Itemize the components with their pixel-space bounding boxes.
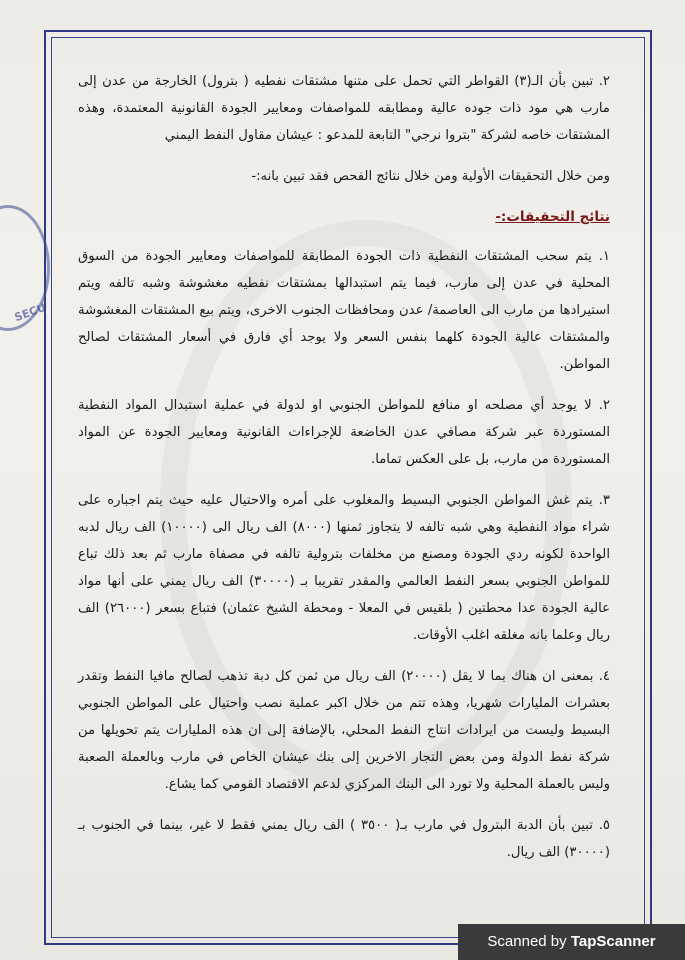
scanner-prefix: Scanned by bbox=[487, 933, 571, 950]
paragraph-2: ٢. تبين بأن الـ(٣) القواطر التي تحمل على متنها مشتقات نفطيه ( بترول) الخارجة من عدن إلى مارب هي مود ذات جوده عالية ومطابقه للمواصفات ومعايير الجودة القانونية المعتمدة، وهذه المشتقات خاصه لشركة "بتروا نرجي" التابعة للمدعو : عيشان مقاول النفط اليمني bbox=[78, 74, 611, 143]
finding-1: ١. يتم سحب المشتقات النفطية ذات الجودة المطابقة للمواصفات ومعايير الجودة من السوق المحلية في عدن إلى مارب، فيما يتم استبدالها بمشتقات نفطيه مغشوشة وشبه تالفه ويتم استيرادها من مارب الى العاصمة/ عدن ومحافظات الجنوب الاخرى، ويتم بيع المشتقات المغشوشة والمشتقات عالية الجودة كلهما بنفس السعر ولا يوجد أي فارق في أسعار المشتقات لصالح المواطن. bbox=[78, 249, 610, 372]
finding-4: ٤. بمعنى ان هناك بما لا يقل (٢٠٠٠٠) الف ريال من ثمن كل دبة تذهب لصالح مافيا النفط وتقدر بعشرات المليارات شهريا، وهذه تتم من خلال اكبر عملية نصب واحتيال على المواطن الجنوبي البسيط وليست من ايرادات انتاج النفط المحلي، بالإضافة إلى ان هذه المليارات يتم تحويلها من شركة نفط الدولة ومن بعض التجار الاخرين إلى بنك عيشان الخاص في مارب وبالعملة الصعبة وليس بالعملة المحلية ولا تورد الى البنك المركزي لدعم الاقتصاد القومي كما يشاع. bbox=[78, 669, 610, 792]
finding-5: ٥. تبين بأن الدبة البترول في مارب بـ( ٣٥٠٠ ) الف ريال يمني فقط لا غير، بينما في الجنوب بـ (٣٠٠٠٠) الف ريال. bbox=[78, 818, 610, 860]
paragraph-intro: ومن خلال التحقيقات الأولية ومن خلال نتائج الفحص فقد تبين بانه:- bbox=[251, 169, 610, 184]
findings-heading: نتائج التحقيقات:- bbox=[495, 209, 610, 225]
finding-3: ٣. يتم غش المواطن الجنوبي البسيط والمغلوب على أمره والاحتيال عليه حيث يتم اجباره على شراء مواد النفطية وهي شبه تالفه لا يتجاوز ثمنها (٨٠٠٠) الف ريال الى (١٠٠٠٠) الف ريال لدبه الواحدة لكونه ردي الجودة ومصنع من مخلفات بترولية تالفه في مصفاة مارب ثم بعد ذلك تباع للمواطن الجنوبي بسعر النفط العالمي والمقدر تقريبا بـ (٣٠٠٠٠) الف ريال يمني على أنها مواد عالية الجودة عدا محطتين ( بلقيس في المعلا - ومحطة الشيخ عثمان) فتباع بسعر (٢٦٠٠٠) الف ريال وعلما بانه مغلقه اغلب الأوقات. bbox=[78, 493, 610, 643]
finding-2: ٢. لا يوجد أي مصلحه او منافع للمواطن الجنوبي او لدولة في عملية استبدال المواد النفطية المستوردة عبر شركة مصافي عدن الخاضعة للإجراءات القانونية ومعايير الجودة عن المواد المستوردة من مارب، بل على العكس تماما. bbox=[78, 398, 610, 467]
stamp-label: SECU bbox=[12, 300, 48, 325]
scanner-watermark-badge bbox=[458, 924, 685, 960]
document-body bbox=[78, 68, 610, 880]
scanner-brand: TapScanner bbox=[570, 933, 656, 950]
